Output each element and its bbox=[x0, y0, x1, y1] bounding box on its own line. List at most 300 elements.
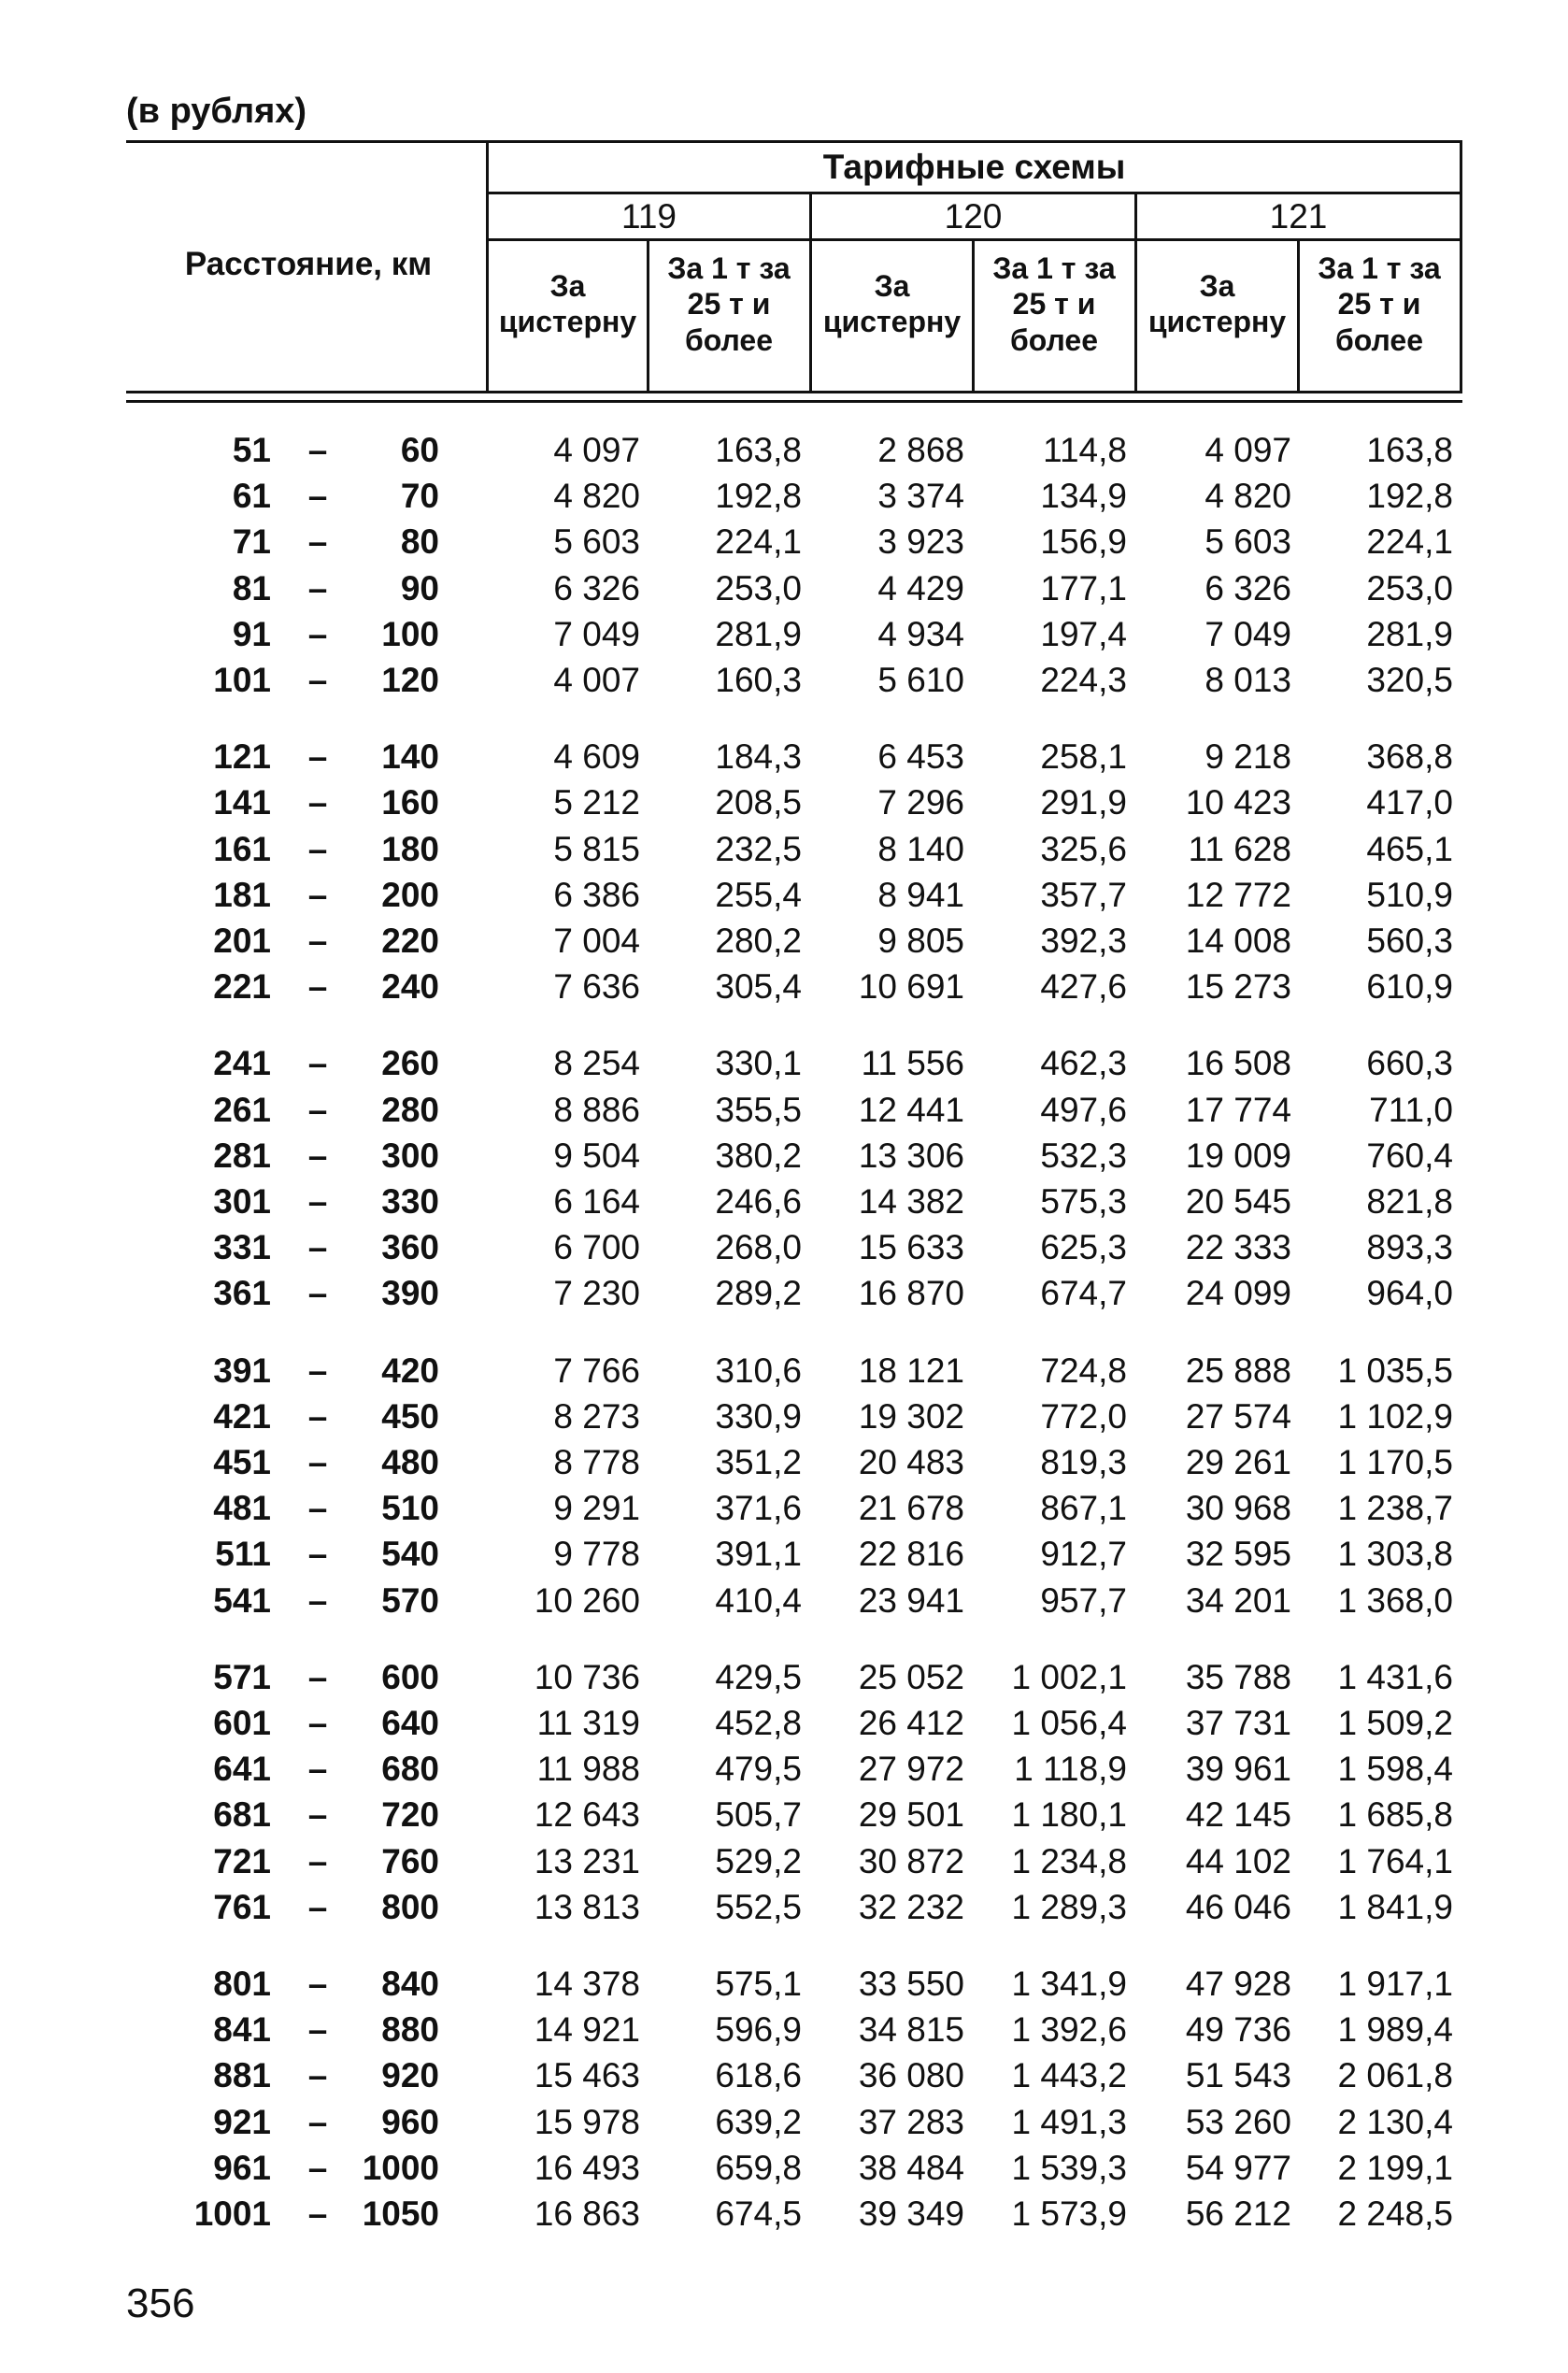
scheme-119-tank: 6 164 bbox=[553, 1182, 640, 1221]
scheme-121-tank: 14 008 bbox=[1185, 922, 1291, 960]
scheme-119-tank: 16 863 bbox=[534, 2194, 640, 2233]
scheme-119-tank: 5 815 bbox=[553, 829, 640, 868]
scheme-121-ton: 1 841,9 bbox=[1337, 1887, 1453, 1926]
scheme-121-ton: 560,3 bbox=[1366, 922, 1453, 960]
scheme-119-ton: 674,5 bbox=[715, 2194, 802, 2233]
dash: – bbox=[307, 2194, 328, 2233]
scheme-121-ton: 660,3 bbox=[1366, 1044, 1453, 1083]
scheme-119-ton: 529,2 bbox=[715, 1841, 802, 1880]
distance-to: 280 bbox=[381, 1090, 439, 1129]
scheme-119-tank: 7 004 bbox=[553, 922, 640, 960]
scheme-119-tank: 6 386 bbox=[553, 875, 640, 914]
distance-to: 140 bbox=[381, 737, 439, 777]
dash: – bbox=[307, 1965, 328, 2003]
scheme-121-tank: 8 013 bbox=[1205, 661, 1291, 699]
distance-to: 80 bbox=[400, 522, 439, 562]
scheme-120-tank: 30 872 bbox=[858, 1841, 964, 1880]
dash: – bbox=[307, 783, 328, 822]
distance-to: 390 bbox=[381, 1274, 439, 1313]
distance-from: 51 bbox=[232, 431, 271, 469]
scheme-120-tank: 20 483 bbox=[858, 1443, 964, 1481]
dash: – bbox=[307, 431, 328, 469]
distance-to: 680 bbox=[381, 1750, 439, 1789]
scheme-120-ton: 1 289,3 bbox=[1011, 1887, 1127, 1926]
dash: – bbox=[307, 568, 328, 608]
scheme-120-tank: 34 815 bbox=[858, 2010, 964, 2050]
scheme-121-tank: 25 888 bbox=[1185, 1351, 1291, 1390]
scheme-119-ton: 380,2 bbox=[715, 1136, 802, 1175]
scheme-121-tank: 49 736 bbox=[1185, 2010, 1291, 2050]
scheme-120-ton: 258,1 bbox=[1040, 737, 1127, 777]
scheme-121-ton: 1 685,8 bbox=[1337, 1795, 1453, 1835]
scheme-121-ton: 192,8 bbox=[1366, 477, 1453, 516]
scheme-121-tank: 51 543 bbox=[1185, 2056, 1291, 2095]
scheme-120-ton: 532,3 bbox=[1040, 1136, 1127, 1175]
distance-from: 571 bbox=[213, 1657, 271, 1696]
scheme-121-ton: 821,8 bbox=[1366, 1182, 1453, 1221]
scheme-120-ton: 357,7 bbox=[1040, 875, 1127, 914]
distance-to: 640 bbox=[381, 1704, 439, 1742]
scheme-120-tank: 32 232 bbox=[858, 1887, 964, 1926]
scheme-121-tank: 4 097 bbox=[1205, 431, 1291, 469]
scheme-121-ton: 510,9 bbox=[1366, 875, 1453, 914]
scheme-121-tank: 17 774 bbox=[1185, 1090, 1291, 1129]
scheme-119-ton: 410,4 bbox=[715, 1580, 802, 1620]
scheme-120-tank: 8 140 bbox=[877, 829, 964, 868]
scheme-121-tank: 7 049 bbox=[1205, 614, 1291, 653]
dash: – bbox=[307, 1887, 328, 1926]
scheme-121-tank: 9 218 bbox=[1205, 737, 1291, 777]
distance-from: 961 bbox=[213, 2148, 271, 2187]
distance-to: 450 bbox=[381, 1396, 439, 1436]
scheme-121-ton: 1 238,7 bbox=[1337, 1489, 1453, 1528]
scheme-121-tank: 5 603 bbox=[1205, 522, 1291, 562]
scheme-119-ton: 639,2 bbox=[715, 2102, 802, 2141]
scheme-119-tank: 6 326 bbox=[553, 568, 640, 608]
distance-to: 330 bbox=[381, 1182, 439, 1221]
scheme-121-tank: 53 260 bbox=[1185, 2102, 1291, 2141]
scheme-120-ton: 1 234,8 bbox=[1011, 1841, 1127, 1880]
distance-to: 120 bbox=[381, 661, 439, 699]
scheme-121-tank: 32 595 bbox=[1185, 1535, 1291, 1574]
scheme-120-ton: 674,7 bbox=[1040, 1274, 1127, 1313]
distance-to: 960 bbox=[381, 2102, 439, 2141]
scheme-120-ton: 575,3 bbox=[1040, 1182, 1127, 1221]
dash: – bbox=[307, 1443, 328, 1481]
dash: – bbox=[307, 2102, 328, 2141]
distance-from: 511 bbox=[215, 1535, 271, 1574]
scheme-120-tank: 9 805 bbox=[877, 922, 964, 960]
scheme-121-tank: 10 423 bbox=[1185, 783, 1291, 822]
scheme-121-tank: 34 201 bbox=[1185, 1580, 1291, 1620]
scheme-119-ton: 505,7 bbox=[715, 1795, 802, 1835]
scheme-119-tank: 15 978 bbox=[534, 2102, 640, 2141]
scheme-120-ton: 1 491,3 bbox=[1011, 2102, 1127, 2141]
scheme-119-tank: 14 378 bbox=[534, 1965, 640, 2003]
distance-to: 540 bbox=[381, 1535, 439, 1574]
scheme-119-ton: 310,6 bbox=[715, 1351, 802, 1390]
scheme-119-ton: 351,2 bbox=[715, 1443, 802, 1481]
distance-from: 161 bbox=[213, 829, 271, 868]
sub-divider-2 bbox=[972, 238, 975, 391]
tariff-header: Тарифные схемы bbox=[822, 148, 1126, 186]
header-divider-right bbox=[1460, 140, 1462, 391]
scheme-120-tank: 39 349 bbox=[858, 2194, 964, 2233]
scheme-119-ton: 160,3 bbox=[715, 661, 802, 699]
scheme-121-tank: 35 788 bbox=[1185, 1657, 1291, 1696]
distance-to: 1050 bbox=[362, 2194, 439, 2233]
scheme-119-ton: 184,3 bbox=[715, 737, 802, 777]
scheme-120-tank: 29 501 bbox=[858, 1795, 964, 1835]
distance-to: 570 bbox=[381, 1580, 439, 1620]
scheme-119-ton: 429,5 bbox=[715, 1657, 802, 1696]
distance-from: 201 bbox=[213, 922, 271, 960]
distance-from: 61 bbox=[232, 477, 271, 516]
dash: – bbox=[307, 614, 328, 653]
distance-from: 841 bbox=[213, 2010, 271, 2050]
scheme-121-tank: 56 212 bbox=[1185, 2194, 1291, 2233]
scheme-119-ton: 596,9 bbox=[715, 2010, 802, 2050]
distance-from: 141 bbox=[213, 783, 271, 822]
scheme-121-tank: 46 046 bbox=[1185, 1887, 1291, 1926]
scheme-120-tank: 10 691 bbox=[858, 967, 964, 1007]
scheme-119-ton: 163,8 bbox=[715, 431, 802, 469]
scheme-120-tank: 13 306 bbox=[858, 1136, 964, 1175]
scheme-121-ton: 281,9 bbox=[1366, 614, 1453, 653]
scheme-119-ton: 246,6 bbox=[715, 1182, 802, 1221]
scheme-120-ton: 177,1 bbox=[1040, 568, 1127, 608]
header-bottom-rule bbox=[126, 391, 1462, 393]
distance-to: 200 bbox=[381, 875, 439, 914]
scheme-119-tank: 13 813 bbox=[534, 1887, 640, 1926]
scheme-119-tank: 5 603 bbox=[553, 522, 640, 562]
distance-to: 300 bbox=[381, 1136, 439, 1175]
distance-from: 641 bbox=[213, 1750, 271, 1789]
scheme-120-tank: 33 550 bbox=[858, 1965, 964, 2003]
scheme-120: 120 bbox=[944, 197, 1003, 236]
distance-to: 600 bbox=[381, 1657, 439, 1696]
scheme-119-ton: 575,1 bbox=[715, 1965, 802, 2003]
scheme-120-tank: 8 941 bbox=[877, 875, 964, 914]
dash: – bbox=[307, 1182, 328, 1221]
scheme-121-ton: 2 248,5 bbox=[1337, 2194, 1453, 2233]
scheme-120-ton: 1 056,4 bbox=[1011, 1704, 1127, 1742]
dash: – bbox=[307, 967, 328, 1007]
scheme-121-ton: 1 509,2 bbox=[1337, 1704, 1453, 1742]
scheme-120-tank: 12 441 bbox=[858, 1090, 964, 1129]
distance-to: 720 bbox=[381, 1795, 439, 1835]
scheme-120-tank: 11 556 bbox=[861, 1044, 964, 1083]
distance-from: 121 bbox=[213, 737, 271, 777]
distance-to: 920 bbox=[381, 2056, 439, 2095]
scheme-120-tank: 4 934 bbox=[877, 614, 964, 653]
scheme-121-ton: 1 035,5 bbox=[1337, 1351, 1453, 1390]
scheme-121-tank: 6 326 bbox=[1205, 568, 1291, 608]
dash: – bbox=[307, 1396, 328, 1436]
subheader-119-ton: За 1 т за 25 т и более bbox=[667, 251, 791, 357]
scheme-119-tank: 10 260 bbox=[534, 1580, 640, 1620]
subheader-121-ton: За 1 т за 25 т и более bbox=[1318, 251, 1441, 357]
scheme-121-tank: 16 508 bbox=[1185, 1044, 1291, 1083]
scheme-120-ton: 462,3 bbox=[1040, 1044, 1127, 1083]
scheme-120-tank: 5 610 bbox=[877, 661, 964, 699]
scheme-119-tank: 10 736 bbox=[534, 1657, 640, 1696]
scheme-120-ton: 1 573,9 bbox=[1011, 2194, 1127, 2233]
scheme-119-ton: 305,4 bbox=[715, 967, 802, 1007]
scheme-120-tank: 36 080 bbox=[858, 2056, 964, 2095]
scheme-121-tank: 20 545 bbox=[1185, 1182, 1291, 1221]
scheme-121-ton: 2 130,4 bbox=[1337, 2102, 1453, 2141]
scheme-119-tank: 4 609 bbox=[553, 737, 640, 777]
dash: – bbox=[307, 661, 328, 699]
scheme-120-ton: 1 180,1 bbox=[1011, 1795, 1127, 1835]
dash: – bbox=[307, 1580, 328, 1620]
scheme-119-tank: 7 049 bbox=[553, 614, 640, 653]
distance-to: 60 bbox=[400, 431, 439, 469]
scheme-121-ton: 1 102,9 bbox=[1337, 1396, 1453, 1436]
scheme-120-tank: 7 296 bbox=[877, 783, 964, 822]
distance-from: 881 bbox=[213, 2056, 271, 2095]
distance-to: 510 bbox=[381, 1489, 439, 1528]
header-top-rule bbox=[126, 140, 1462, 143]
scheme-121-tank: 47 928 bbox=[1185, 1965, 1291, 2003]
dash: – bbox=[307, 1489, 328, 1528]
scheme-120-tank: 37 283 bbox=[858, 2102, 964, 2141]
subheader-120-tank: За цистерну bbox=[822, 269, 962, 339]
scheme-121-tank: 12 772 bbox=[1185, 875, 1291, 914]
scheme-120-ton: 497,6 bbox=[1040, 1090, 1127, 1129]
scheme-120-tank: 25 052 bbox=[858, 1657, 964, 1696]
distance-from: 1001 bbox=[193, 2194, 271, 2233]
sub-divider-1 bbox=[647, 238, 649, 391]
distance-from: 391 bbox=[213, 1351, 271, 1390]
distance-to: 880 bbox=[381, 2010, 439, 2050]
scheme-121: 121 bbox=[1269, 197, 1328, 236]
distance-from: 261 bbox=[213, 1090, 271, 1129]
scheme-120-ton: 156,9 bbox=[1040, 522, 1127, 562]
scheme-121-tank: 19 009 bbox=[1185, 1136, 1291, 1175]
scheme-120-tank: 18 121 bbox=[858, 1351, 964, 1390]
distance-from: 481 bbox=[213, 1489, 271, 1528]
dash: – bbox=[307, 922, 328, 960]
scheme-119-ton: 371,6 bbox=[715, 1489, 802, 1528]
scheme-119-tank: 9 504 bbox=[553, 1136, 640, 1175]
scheme-120-ton: 134,9 bbox=[1040, 477, 1127, 516]
scheme-120-ton: 819,3 bbox=[1040, 1443, 1127, 1481]
distance-to: 240 bbox=[381, 967, 439, 1007]
scheme-119-ton: 232,5 bbox=[715, 829, 802, 868]
scheme-120-tank: 27 972 bbox=[858, 1750, 964, 1789]
dash: – bbox=[307, 1704, 328, 1742]
scheme-119-ton: 192,8 bbox=[715, 477, 802, 516]
scheme-121-tank: 11 628 bbox=[1188, 829, 1291, 868]
scheme-121-ton: 163,8 bbox=[1366, 431, 1453, 469]
scheme-119-tank: 5 212 bbox=[553, 783, 640, 822]
scheme-120-tank: 14 382 bbox=[858, 1182, 964, 1221]
scheme-121-ton: 1 368,0 bbox=[1337, 1580, 1453, 1620]
scheme-121-ton: 760,4 bbox=[1366, 1136, 1453, 1175]
scheme-119-tank: 4 097 bbox=[553, 431, 640, 469]
scheme-120-tank: 2 868 bbox=[877, 431, 964, 469]
scheme-119-tank: 15 463 bbox=[534, 2056, 640, 2095]
distance-header: Расстояние, км bbox=[184, 246, 433, 282]
scheme-121-tank: 15 273 bbox=[1185, 967, 1291, 1007]
sub-divider-3 bbox=[1297, 238, 1300, 391]
scheme-119-ton: 289,2 bbox=[715, 1274, 802, 1313]
dash: – bbox=[307, 2056, 328, 2095]
scheme-121-ton: 1 170,5 bbox=[1337, 1443, 1453, 1481]
distance-from: 451 bbox=[213, 1443, 271, 1481]
distance-from: 241 bbox=[213, 1044, 271, 1083]
scheme-120-ton: 724,8 bbox=[1040, 1351, 1127, 1390]
scheme-120-ton: 224,3 bbox=[1040, 661, 1127, 699]
distance-to: 180 bbox=[381, 829, 439, 868]
scheme-119-tank: 11 319 bbox=[536, 1704, 640, 1742]
scheme-120-tank: 3 923 bbox=[877, 522, 964, 562]
scheme-121-tank: 29 261 bbox=[1185, 1443, 1291, 1481]
page-number: 356 bbox=[126, 2280, 195, 2326]
distance-from: 681 bbox=[213, 1795, 271, 1835]
dash: – bbox=[307, 477, 328, 516]
distance-to: 800 bbox=[381, 1887, 439, 1926]
scheme-121-tank: 39 961 bbox=[1185, 1750, 1291, 1789]
distance-from: 281 bbox=[213, 1136, 271, 1175]
scheme-119-tank: 12 643 bbox=[534, 1795, 640, 1835]
scheme-119-ton: 391,1 bbox=[715, 1535, 802, 1574]
scheme-121-ton: 893,3 bbox=[1366, 1228, 1453, 1267]
scheme-119-ton: 253,0 bbox=[715, 568, 802, 608]
distance-from: 71 bbox=[232, 522, 271, 562]
scheme-120-ton: 912,7 bbox=[1040, 1535, 1127, 1574]
scheme-119-ton: 255,4 bbox=[715, 875, 802, 914]
scheme-119-ton: 452,8 bbox=[715, 1704, 802, 1742]
scheme-119-ton: 281,9 bbox=[715, 614, 802, 653]
scheme-119-ton: 330,9 bbox=[715, 1396, 802, 1436]
dash: – bbox=[307, 829, 328, 868]
scheme-121-ton: 368,8 bbox=[1366, 737, 1453, 777]
scheme-121-ton: 1 989,4 bbox=[1337, 2010, 1453, 2050]
scheme-119-ton: 224,1 bbox=[715, 522, 802, 562]
scheme-120-ton: 867,1 bbox=[1040, 1489, 1127, 1528]
distance-to: 160 bbox=[381, 783, 439, 822]
scheme-121-ton: 417,0 bbox=[1366, 783, 1453, 822]
scheme-120-tank: 3 374 bbox=[877, 477, 964, 516]
distance-to: 420 bbox=[381, 1351, 439, 1390]
dash: – bbox=[307, 1535, 328, 1574]
scheme-119-tank: 4 820 bbox=[553, 477, 640, 516]
dash: – bbox=[307, 1795, 328, 1835]
dash: – bbox=[307, 1750, 328, 1789]
scheme-119-tank: 8 254 bbox=[553, 1044, 640, 1083]
scheme-121-tank: 4 820 bbox=[1205, 477, 1291, 516]
scheme-121-tank: 54 977 bbox=[1185, 2148, 1291, 2187]
scheme-121-ton: 1 598,4 bbox=[1337, 1750, 1453, 1789]
scheme-120-ton: 427,6 bbox=[1040, 967, 1127, 1007]
distance-from: 91 bbox=[232, 614, 271, 653]
distance-from: 361 bbox=[213, 1274, 271, 1313]
scheme-121-tank: 44 102 bbox=[1185, 1841, 1291, 1880]
dash: – bbox=[307, 1274, 328, 1313]
scheme-119-tank: 9 778 bbox=[553, 1535, 640, 1574]
scheme-121-ton: 320,5 bbox=[1366, 661, 1453, 699]
distance-to: 90 bbox=[400, 568, 439, 608]
scheme-121-ton: 964,0 bbox=[1366, 1274, 1453, 1313]
dash: – bbox=[307, 1090, 328, 1129]
scheme-120-ton: 291,9 bbox=[1040, 783, 1127, 822]
scheme-120-ton: 1 443,2 bbox=[1011, 2056, 1127, 2095]
distance-to: 1000 bbox=[362, 2148, 439, 2187]
scheme-119-tank: 14 921 bbox=[534, 2010, 640, 2050]
scheme-119-ton: 355,5 bbox=[715, 1090, 802, 1129]
scheme-121-ton: 2 061,8 bbox=[1337, 2056, 1453, 2095]
scheme-121-ton: 224,1 bbox=[1366, 522, 1453, 562]
distance-from: 761 bbox=[213, 1887, 271, 1926]
scheme-120-tank: 22 816 bbox=[858, 1535, 964, 1574]
distance-from: 601 bbox=[213, 1704, 271, 1742]
scheme-121-tank: 27 574 bbox=[1185, 1396, 1291, 1436]
scheme-119-ton: 208,5 bbox=[715, 783, 802, 822]
dash: – bbox=[307, 1841, 328, 1880]
scheme-120-tank: 23 941 bbox=[858, 1580, 964, 1620]
scheme-119-ton: 552,5 bbox=[715, 1887, 802, 1926]
scheme-119-ton: 618,6 bbox=[715, 2056, 802, 2095]
scheme-120-tank: 19 302 bbox=[858, 1396, 964, 1436]
scheme-120-tank: 6 453 bbox=[877, 737, 964, 777]
scheme-120-ton: 197,4 bbox=[1040, 614, 1127, 653]
scheme-119-ton: 268,0 bbox=[715, 1228, 802, 1267]
distance-to: 70 bbox=[400, 477, 439, 516]
scheme-119-tank: 8 886 bbox=[553, 1090, 640, 1129]
scheme-120-tank: 15 633 bbox=[858, 1228, 964, 1267]
scheme-120-ton: 1 118,9 bbox=[1014, 1750, 1127, 1789]
scheme-120-ton: 625,3 bbox=[1040, 1228, 1127, 1267]
scheme-120-ton: 392,3 bbox=[1040, 922, 1127, 960]
scheme-121-ton: 253,0 bbox=[1366, 568, 1453, 608]
dash: – bbox=[307, 1044, 328, 1083]
dash: – bbox=[307, 1228, 328, 1267]
scheme-119-ton: 280,2 bbox=[715, 922, 802, 960]
dash: – bbox=[307, 2010, 328, 2050]
scheme-121-ton: 610,9 bbox=[1366, 967, 1453, 1007]
scheme-119-tank: 4 007 bbox=[553, 661, 640, 699]
scheme-120-tank: 4 429 bbox=[877, 568, 964, 608]
scheme-119-tank: 7 766 bbox=[553, 1351, 640, 1390]
distance-from: 81 bbox=[232, 568, 271, 608]
scheme-120-ton: 1 341,9 bbox=[1011, 1965, 1127, 2003]
distance-to: 480 bbox=[381, 1443, 439, 1481]
distance-to: 360 bbox=[381, 1228, 439, 1267]
distance-from: 801 bbox=[213, 1965, 271, 2003]
scheme-121-ton: 1 431,6 bbox=[1337, 1657, 1453, 1696]
scheme-119-tank: 13 231 bbox=[534, 1841, 640, 1880]
scheme-121-ton: 2 199,1 bbox=[1337, 2148, 1453, 2187]
header-bottom-rule-double bbox=[126, 400, 1462, 403]
subheader-120-ton: За 1 т за 25 т и более bbox=[992, 251, 1116, 357]
scheme-121-tank: 30 968 bbox=[1185, 1489, 1291, 1528]
scheme-121-ton: 711,0 bbox=[1369, 1090, 1453, 1129]
distance-from: 421 bbox=[213, 1396, 271, 1436]
scheme-119-tank: 7 230 bbox=[553, 1274, 640, 1313]
dash: – bbox=[307, 1136, 328, 1175]
dash: – bbox=[307, 1657, 328, 1696]
dash: – bbox=[307, 875, 328, 914]
distance-from: 221 bbox=[213, 967, 271, 1007]
scheme-121-ton: 1 917,1 bbox=[1337, 1965, 1453, 2003]
scheme-121-tank: 22 333 bbox=[1185, 1228, 1291, 1267]
scheme-119-ton: 659,8 bbox=[715, 2148, 802, 2187]
scheme-119-tank: 8 778 bbox=[553, 1443, 640, 1481]
scheme-120-tank: 38 484 bbox=[858, 2148, 964, 2187]
